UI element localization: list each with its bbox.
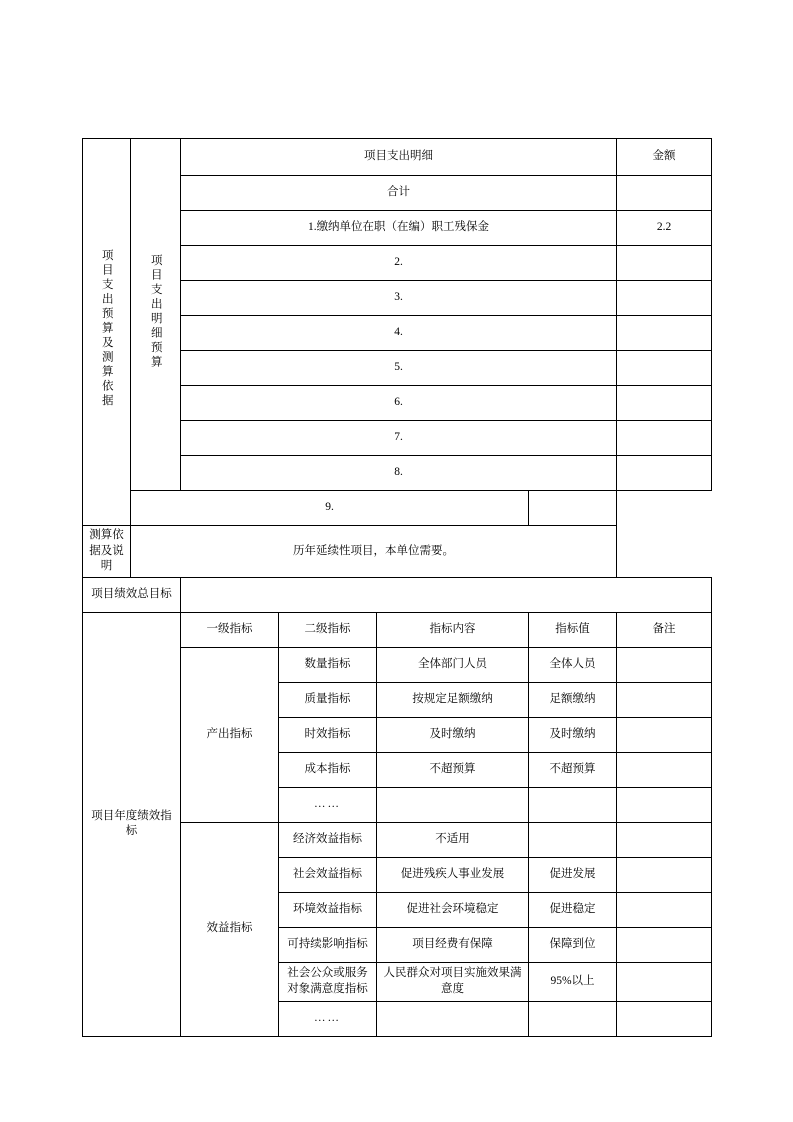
- detail-name-cell: 3.: [181, 281, 617, 316]
- overall-goal-value-cell: [181, 577, 712, 612]
- basis-label-cell: 测算依据及说明: [83, 526, 131, 578]
- indicator-value-cell: 保障到位: [529, 927, 617, 962]
- indicator-remark-cell: [617, 1001, 712, 1036]
- indicator-value-cell: 促进稳定: [529, 892, 617, 927]
- amount-title-cell: 金额: [617, 139, 712, 176]
- indicator-remark-cell: [617, 927, 712, 962]
- indicator-value-cell: [529, 787, 617, 822]
- indicator-level2-cell: 环境效益指标: [279, 892, 377, 927]
- indicator-value-cell: 95%以上: [529, 962, 617, 1001]
- budget-performance-table: [82, 138, 712, 1037]
- annual-label-cell: 项目年度绩效指标: [83, 612, 181, 1036]
- indicator-remark-cell: [617, 822, 712, 857]
- table-row: [83, 526, 712, 578]
- detail-title-cell: 项目支出明细: [181, 139, 617, 176]
- detail-name-cell: 2.: [181, 246, 617, 281]
- detail-amount-cell: [617, 421, 712, 456]
- indicator-content-cell: 不适用: [377, 822, 529, 857]
- indicator-content-cell: [377, 787, 529, 822]
- indicator-content-cell: 促进残疾人事业发展: [377, 857, 529, 892]
- indicator-level2-cell: ……: [279, 1001, 377, 1036]
- indicator-content-cell: 不超预算: [377, 752, 529, 787]
- indicator-value-cell: 及时缴纳: [529, 717, 617, 752]
- indicator-content-cell: 按规定足额缴纳: [377, 682, 529, 717]
- indicator-level2-cell: 质量指标: [279, 682, 377, 717]
- detail-name-cell: 5.: [181, 351, 617, 386]
- output-group-cell: 产出指标: [181, 647, 279, 822]
- detail-name-cell: 6.: [181, 386, 617, 421]
- left-label-cell: [83, 139, 131, 526]
- indicator-remark-cell: [617, 892, 712, 927]
- benefit-group-cell: 效益指标: [181, 822, 279, 1036]
- indicator-content-cell: [377, 1001, 529, 1036]
- indicator-level2-cell: 经济效益指标: [279, 822, 377, 857]
- indicator-remark-cell: [617, 962, 712, 1001]
- left-label-text: 项目支出预算及测算依据: [100, 249, 113, 409]
- indicator-remark-cell: [617, 857, 712, 892]
- indicator-level2-cell: 数量指标: [279, 647, 377, 682]
- indicator-content-cell: 全体部门人员: [377, 647, 529, 682]
- indicator-level2-cell: 社会公众或服务对象满意度指标: [279, 962, 377, 1001]
- table-row: [83, 577, 712, 612]
- basis-value-cell: 历年延续性项目，本单位需要。: [131, 526, 617, 578]
- detail-amount-cell: [617, 316, 712, 351]
- indicator-remark-cell: [617, 647, 712, 682]
- detail-amount-cell: [529, 491, 617, 526]
- indicator-content-cell: 人民群众对项目实施效果满意度: [377, 962, 529, 1001]
- indicator-value-cell: 不超预算: [529, 752, 617, 787]
- indicator-level2-cell: 可持续影响指标: [279, 927, 377, 962]
- second-label-cell: [131, 139, 181, 491]
- table-row: [83, 139, 712, 176]
- table-row: [83, 612, 712, 647]
- detail-amount-cell: [617, 386, 712, 421]
- indicator-level2-cell: ……: [279, 787, 377, 822]
- indicator-remark-cell: [617, 752, 712, 787]
- indicator-content-cell: 及时缴纳: [377, 717, 529, 752]
- overall-goal-label-cell: 项目绩效总目标: [83, 577, 181, 612]
- indicator-header-level2: 二级指标: [279, 612, 377, 647]
- total-amount-cell: [617, 176, 712, 211]
- second-label-text: 项目支出明细预算: [149, 253, 162, 370]
- indicator-remark-cell: [617, 787, 712, 822]
- detail-amount-cell: [617, 246, 712, 281]
- detail-name-cell: 1.缴纳单位在职（在编）职工残保金: [181, 211, 617, 246]
- indicator-remark-cell: [617, 682, 712, 717]
- indicator-value-cell: [529, 822, 617, 857]
- detail-amount-cell: [617, 281, 712, 316]
- detail-amount-cell: [617, 351, 712, 386]
- indicator-level2-cell: 成本指标: [279, 752, 377, 787]
- indicator-header-content: 指标内容: [377, 612, 529, 647]
- detail-name-cell: 8.: [181, 456, 617, 491]
- indicator-content-cell: 项目经费有保障: [377, 927, 529, 962]
- indicator-content-cell: 促进社会环境稳定: [377, 892, 529, 927]
- detail-amount-cell: [617, 456, 712, 491]
- indicator-header-remark: 备注: [617, 612, 712, 647]
- detail-name-cell: 7.: [181, 421, 617, 456]
- detail-name-cell: 9.: [131, 491, 529, 526]
- indicator-value-cell: 足额缴纳: [529, 682, 617, 717]
- indicator-value-cell: 促进发展: [529, 857, 617, 892]
- detail-amount-cell: 2.2: [617, 211, 712, 246]
- total-label-cell: 合计: [181, 176, 617, 211]
- indicator-value-cell: [529, 1001, 617, 1036]
- indicator-level2-cell: 社会效益指标: [279, 857, 377, 892]
- indicator-remark-cell: [617, 717, 712, 752]
- indicator-level2-cell: 时效指标: [279, 717, 377, 752]
- indicator-header-level1: 一级指标: [181, 612, 279, 647]
- table-row: [83, 491, 712, 526]
- detail-name-cell: 4.: [181, 316, 617, 351]
- indicator-value-cell: 全体人员: [529, 647, 617, 682]
- indicator-header-value: 指标值: [529, 612, 617, 647]
